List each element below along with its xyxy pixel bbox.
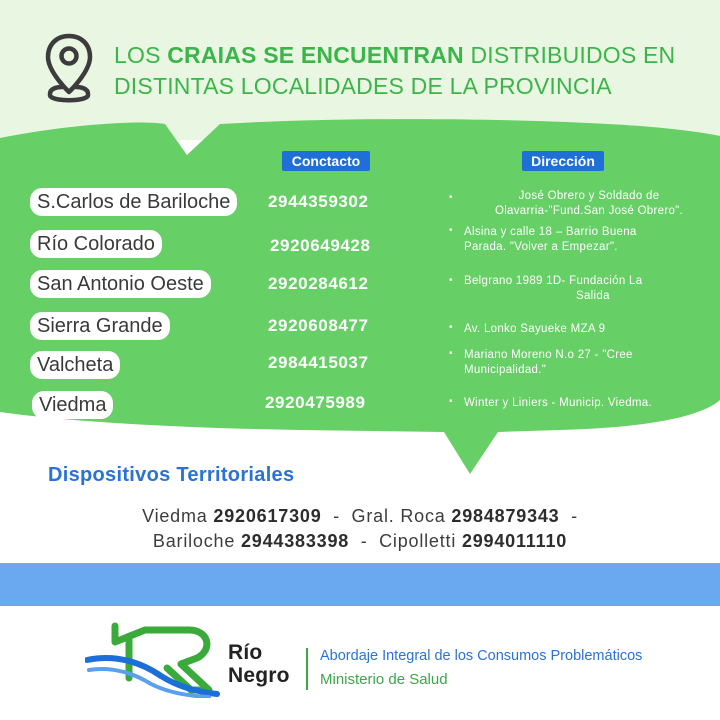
address-text: Mariano Moreno N.o 27 - "Cree Municipalidad." — [464, 349, 633, 376]
page-title: LOS CRAIAS SE ENCUENTRAN DISTRIBUIDOS EN DISTINTAS LOCALIDADES DE LA PROVINCIA — [114, 42, 676, 99]
contact-column-header: Conctacto — [282, 151, 370, 171]
contact-phone: 2920649428 — [270, 236, 371, 255]
locality-label: Valcheta — [30, 351, 120, 379]
address-text: Av. Lonko Sayueke MZA 9 — [464, 323, 606, 335]
bullet-point: • — [449, 348, 453, 359]
locality-label: San Antonio Oeste — [30, 270, 211, 298]
locality-label: Sierra Grande — [30, 312, 170, 340]
address-column-header: Dirección — [522, 151, 604, 171]
rio-negro-logo — [85, 620, 220, 698]
address-text: Alsina y calle 18 – Barrio Buena Parada. "Volver a Empezar". — [464, 226, 637, 253]
contact-phone: 2920284612 — [268, 274, 369, 293]
contact-phone: 2984415037 — [268, 353, 369, 372]
footer-divider — [306, 648, 308, 690]
address-text: Winter y Liniers - Municip. Viedma. — [464, 397, 652, 409]
address-text: Belgrano 1989 1D- Fundación La Salida — [464, 275, 643, 302]
bullet-point: • — [449, 192, 453, 203]
contact-phone: 2920475989 — [265, 393, 366, 412]
map-pin-icon — [42, 32, 96, 106]
contact-phone: 2920608477 — [268, 316, 369, 335]
locality-label: S.Carlos de Bariloche — [30, 188, 237, 216]
section-title: Dispositivos Territoriales — [48, 464, 295, 486]
territorial-phones-line-2: Bariloche 2944383398 - Cipolletti 2994011110 — [152, 531, 568, 551]
bullet-point: • — [449, 322, 453, 333]
bullet-point: • — [449, 396, 453, 407]
bullet-point: • — [449, 225, 453, 236]
address-text: José Obrero y Soldado de Olavarria-"Fund.San José Obrero". — [494, 190, 684, 217]
locality-label: Viedma — [32, 391, 113, 419]
brand-name: Río Negro — [228, 641, 290, 687]
ministry-name: Ministerio de Salud — [320, 671, 448, 688]
decorative-stripe — [0, 563, 720, 606]
territorial-phones-line-1: Viedma 2920617309 - Gral. Roca 2984879343 - — [142, 506, 578, 526]
locality-label: Río Colorado — [30, 230, 162, 258]
program-name: Abordaje Integral de los Consumos Problemáticos — [320, 648, 643, 664]
contact-phone: 2944359302 — [268, 192, 369, 211]
bullet-point: • — [449, 275, 453, 286]
